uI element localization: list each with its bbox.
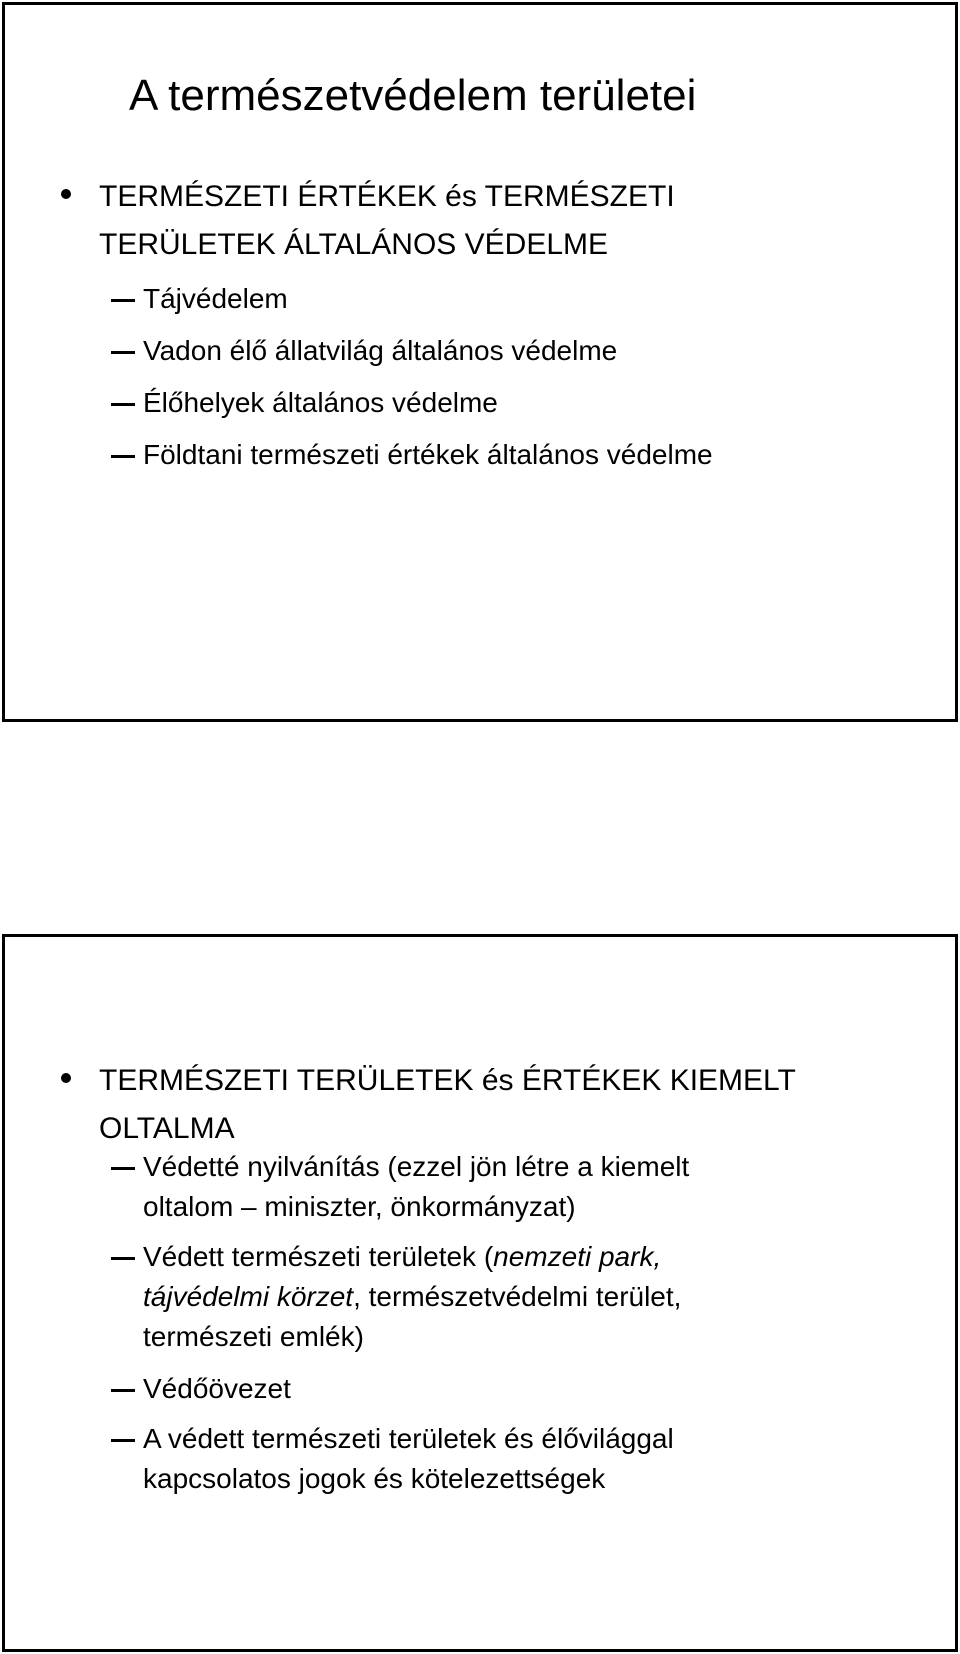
bullet-text (99, 173, 899, 269)
sub-item-line-1: Védetté nyilvánítás (ezzel jön létre a kiemelt (143, 1151, 690, 1182)
slide-title: A természetvédelem területei (129, 71, 697, 120)
sub-item-line-3: természeti emlék) (143, 1321, 364, 1352)
sub-item-line-2b: , természetvédelmi terület, (353, 1281, 682, 1312)
bullet-dot-icon (61, 1073, 71, 1083)
slide-1 (2, 2, 958, 722)
sub-item-text (143, 1419, 913, 1499)
sub-item-line-1: A védett természeti területek és élővilággal (143, 1423, 674, 1454)
dash-icon (111, 403, 135, 406)
sub-item-text (143, 1237, 913, 1357)
sub-item-text (143, 1147, 913, 1227)
dash-icon (111, 351, 135, 354)
sub-item-line-2: oltalom – miniszter, önkormányzat) (143, 1191, 576, 1222)
bullet-line-2: OLTALMA (99, 1112, 235, 1145)
sub-item-text: Vadon élő állatvilág általános védelme (143, 335, 618, 366)
dash-icon (111, 455, 135, 458)
sub-item-text: Védőövezet (143, 1373, 291, 1404)
bullet-line-1: TERMÉSZETI TERÜLETEK és ÉRTÉKEK KIEMELT (99, 1064, 796, 1097)
bullet-line-2: TERÜLETEK ÁLTALÁNOS VÉDELME (99, 228, 609, 261)
slide-2 (2, 934, 958, 1652)
bullet-line-1: TERMÉSZETI ÉRTÉKEK és TERMÉSZETI (99, 180, 675, 213)
bullet-dot-icon (61, 189, 71, 199)
sub-item-line-1b-italic: nemzeti park, (493, 1241, 662, 1272)
sub-item-text: Élőhelyek általános védelme (143, 387, 498, 418)
dash-icon (111, 1257, 135, 1260)
dash-icon (111, 299, 135, 302)
dash-icon (111, 1167, 135, 1170)
sub-item-text: Földtani természeti értékek általános védelme (143, 439, 713, 470)
sub-item-text: Tájvédelem (143, 283, 288, 314)
dash-icon (111, 1389, 135, 1392)
bullet-text (99, 1057, 899, 1153)
sub-item-line-2a-italic: tájvédelmi körzet (143, 1281, 354, 1312)
dash-icon (111, 1439, 135, 1442)
sub-item-line-1a: Védett természeti területek ( (143, 1241, 494, 1272)
sub-item-line-2: kapcsolatos jogok és kötelezettségek (143, 1463, 606, 1494)
